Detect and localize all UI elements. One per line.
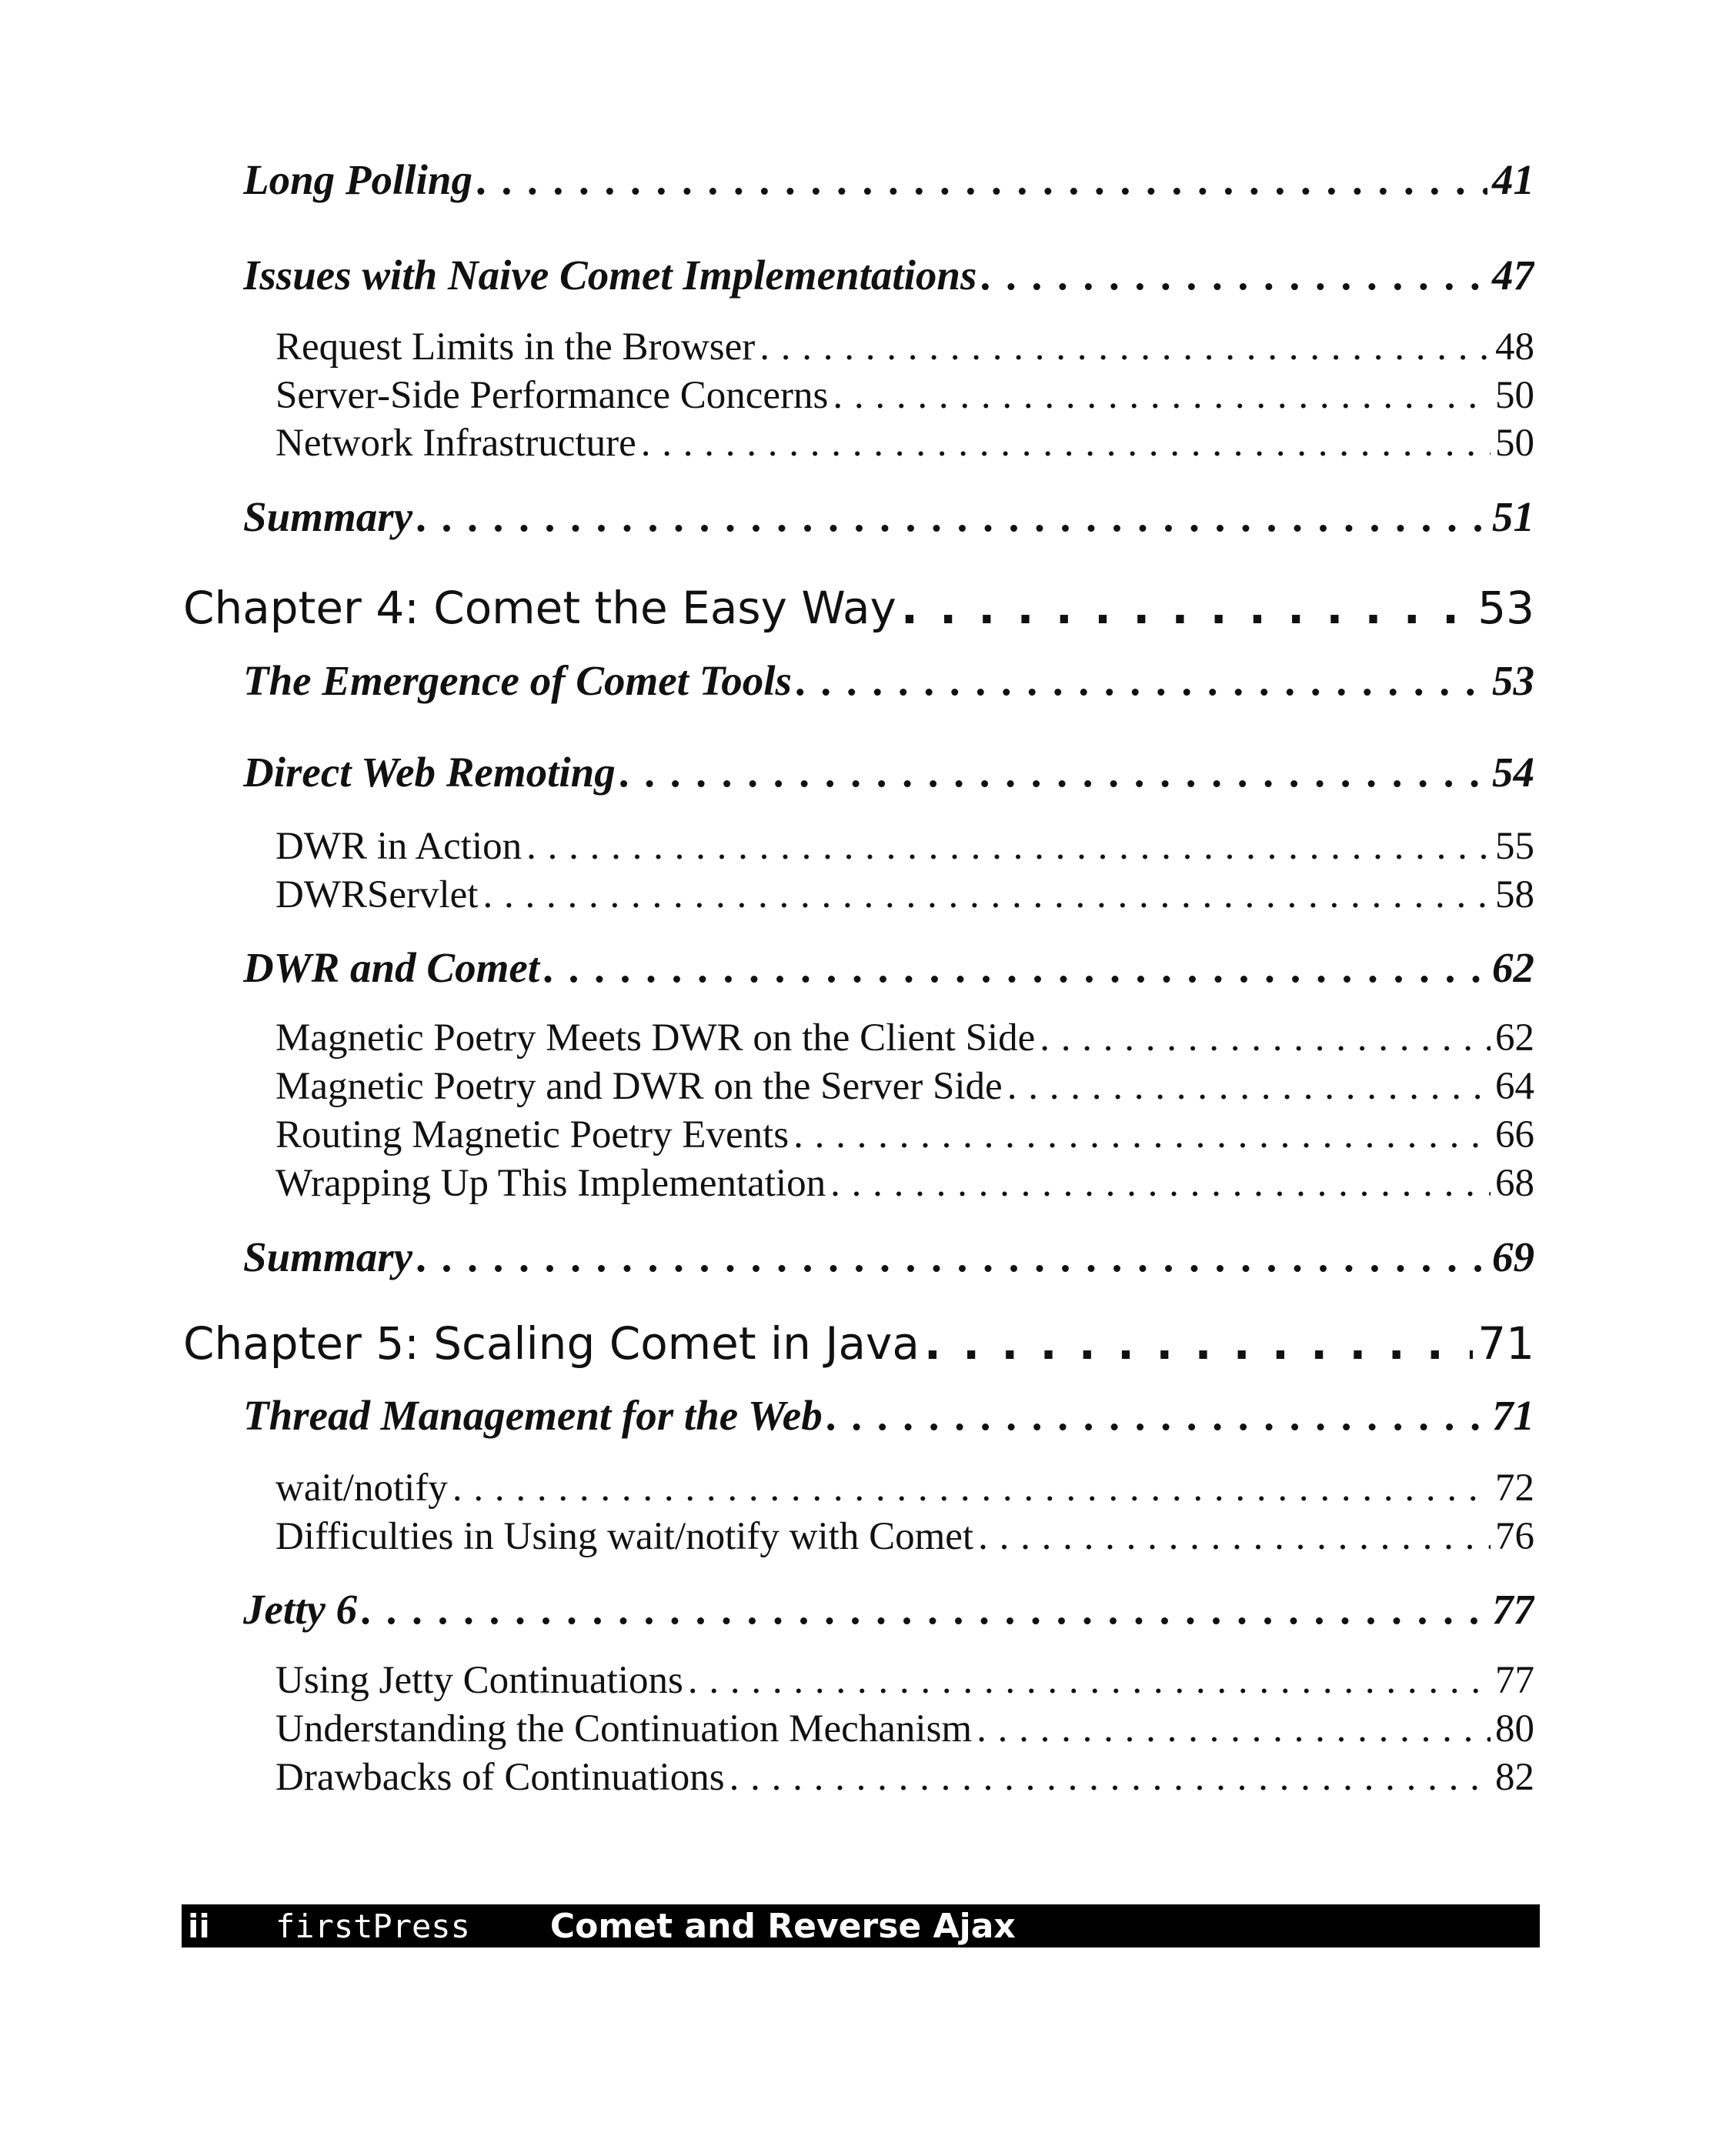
toc-entry-subsection[interactable] xyxy=(275,325,1534,372)
toc-entry-section[interactable] xyxy=(243,748,1534,803)
dot-leader xyxy=(833,373,1491,418)
toc-entry-title: Chapter 5: Scaling Comet in Java xyxy=(183,1317,920,1370)
dot-leader xyxy=(793,1113,1491,1157)
dot-leader xyxy=(981,251,1487,299)
toc-entry-page: 68 xyxy=(1495,1162,1534,1205)
dot-leader xyxy=(978,1514,1491,1559)
toc-entry-title: The Emergence of Comet Tools xyxy=(243,657,792,704)
toc-entry-subsection[interactable] xyxy=(275,1707,1534,1754)
toc-entry-page: 48 xyxy=(1495,325,1534,369)
toc-entry-section[interactable] xyxy=(243,943,1534,999)
toc-entry-section[interactable] xyxy=(243,1391,1534,1447)
toc-entry-page: 76 xyxy=(1495,1515,1534,1558)
toc-entry-title: Wrapping Up This Implementation xyxy=(275,1162,826,1205)
toc-entry-title: DWR in Action xyxy=(275,825,522,868)
dot-leader xyxy=(526,824,1491,869)
toc-entry-subsection[interactable] xyxy=(275,1658,1534,1706)
toc-entry-chapter[interactable] xyxy=(183,1317,1534,1379)
toc-entry-title: Server-Side Performance Concerns xyxy=(275,374,829,417)
toc-entry-page: 64 xyxy=(1495,1065,1534,1108)
toc-entry-page: 54 xyxy=(1492,749,1534,796)
toc-entry-page: 53 xyxy=(1477,582,1534,634)
toc-entry-title: Using Jetty Continuations xyxy=(275,1659,683,1702)
toc-entry-title: Network Infrastructure xyxy=(275,422,636,465)
dot-leader xyxy=(362,1585,1487,1634)
toc-entry-subsection[interactable] xyxy=(275,421,1534,469)
toc-entry-section[interactable] xyxy=(243,155,1534,211)
footer-book-title: Comet and Reverse Ajax xyxy=(549,1906,1016,1946)
toc-entry-page: 62 xyxy=(1492,944,1534,991)
dot-leader xyxy=(1040,1016,1491,1060)
toc-entry-page: 66 xyxy=(1495,1113,1534,1156)
toc-entry-page: 71 xyxy=(1477,1317,1534,1370)
toc-entry-title: DWRServlet xyxy=(275,873,479,916)
toc-entry-page: 58 xyxy=(1495,873,1534,916)
toc-entry-title: Summary xyxy=(243,493,413,540)
toc-entry-page: 51 xyxy=(1492,493,1534,540)
toc-entry-section[interactable] xyxy=(243,1233,1534,1288)
toc-entry-title: Drawbacks of Continuations xyxy=(275,1756,725,1799)
toc-entry-subsection[interactable] xyxy=(275,1113,1534,1160)
toc-entry-title: Routing Magnetic Poetry Events xyxy=(275,1113,790,1156)
toc-entry-page: 47 xyxy=(1492,252,1534,299)
toc-entry-page: 77 xyxy=(1492,1586,1534,1633)
toc-entry-title: Magnetic Poetry and DWR on the Server Side xyxy=(275,1065,1003,1108)
toc-entry-page: 77 xyxy=(1495,1659,1534,1702)
toc-entry-subsection[interactable] xyxy=(275,373,1534,421)
toc-entry-subsection[interactable] xyxy=(275,1064,1534,1112)
toc-entry-subsection[interactable] xyxy=(275,1755,1534,1803)
toc-entry-page: 72 xyxy=(1495,1467,1534,1510)
toc-entry-title: Thread Management for the Web xyxy=(243,1392,823,1439)
toc-entry-page: 53 xyxy=(1492,657,1534,704)
page-footer xyxy=(182,1904,1540,1947)
toc-entry-section[interactable] xyxy=(243,492,1534,548)
toc-entry-subsection[interactable] xyxy=(275,873,1534,920)
toc-entry-page: 55 xyxy=(1495,825,1534,868)
dot-leader xyxy=(830,1161,1491,1206)
dot-leader xyxy=(1007,1064,1491,1109)
dot-leader xyxy=(477,155,1487,204)
toc-entry-section[interactable] xyxy=(243,1585,1534,1640)
toc-entry-subsection[interactable] xyxy=(275,824,1534,872)
toc-entry-section[interactable] xyxy=(243,251,1534,306)
dot-leader xyxy=(417,1233,1487,1281)
toc-entry-subsection[interactable] xyxy=(275,1161,1534,1209)
toc-entry-subsection[interactable] xyxy=(275,1514,1534,1562)
dot-leader xyxy=(688,1658,1491,1703)
toc-entry-subsection[interactable] xyxy=(275,1466,1534,1514)
toc-entry-title: wait/notify xyxy=(275,1467,448,1510)
toc-entry-title: Summary xyxy=(243,1233,413,1280)
dot-leader xyxy=(976,1707,1491,1751)
dot-leader xyxy=(827,1391,1487,1440)
dot-leader xyxy=(924,1317,1473,1370)
dot-leader xyxy=(620,748,1487,796)
toc-entry-section[interactable] xyxy=(243,656,1534,712)
toc-entry-page: 50 xyxy=(1495,374,1534,417)
toc-entry-page: 82 xyxy=(1495,1756,1534,1799)
dot-leader xyxy=(901,582,1473,634)
toc-entry-title: DWR and Comet xyxy=(243,944,540,991)
toc-entry-title: Direct Web Remoting xyxy=(243,749,616,796)
toc-entry-page: 50 xyxy=(1495,422,1534,465)
dot-leader xyxy=(760,325,1491,369)
dot-leader xyxy=(544,943,1487,992)
toc-entry-title: Issues with Naive Comet Implementations xyxy=(243,252,977,299)
toc-entry-title: Understanding the Continuation Mechanism xyxy=(275,1707,973,1751)
toc-entry-title: Jetty 6 xyxy=(243,1586,358,1633)
toc-entry-title: Magnetic Poetry Meets DWR on the Client Side xyxy=(275,1016,1036,1060)
toc-entry-page: 69 xyxy=(1492,1233,1534,1280)
toc-entry-page: 62 xyxy=(1495,1016,1534,1060)
toc-entry-page: 71 xyxy=(1492,1392,1534,1439)
toc-entry-title: Chapter 4: Comet the Easy Way xyxy=(183,582,896,634)
toc-entry-page: 41 xyxy=(1492,156,1534,203)
toc-entry-subsection[interactable] xyxy=(275,1016,1534,1063)
footer-page-number: ii xyxy=(188,1907,210,1945)
dot-leader xyxy=(796,656,1487,705)
toc-entry-page: 80 xyxy=(1495,1707,1534,1751)
dot-leader xyxy=(641,421,1491,466)
dot-leader xyxy=(729,1755,1491,1800)
toc-entry-chapter[interactable] xyxy=(183,582,1534,643)
footer-publisher: firstPress xyxy=(275,1907,470,1945)
dot-leader xyxy=(417,492,1487,541)
dot-leader xyxy=(452,1466,1491,1510)
toc-entry-title: Request Limits in the Browser xyxy=(275,325,756,369)
toc-entry-title: Difficulties in Using wait/notify with Comet xyxy=(275,1515,974,1558)
toc-entry-title: Long Polling xyxy=(243,156,472,203)
dot-leader xyxy=(482,873,1491,917)
